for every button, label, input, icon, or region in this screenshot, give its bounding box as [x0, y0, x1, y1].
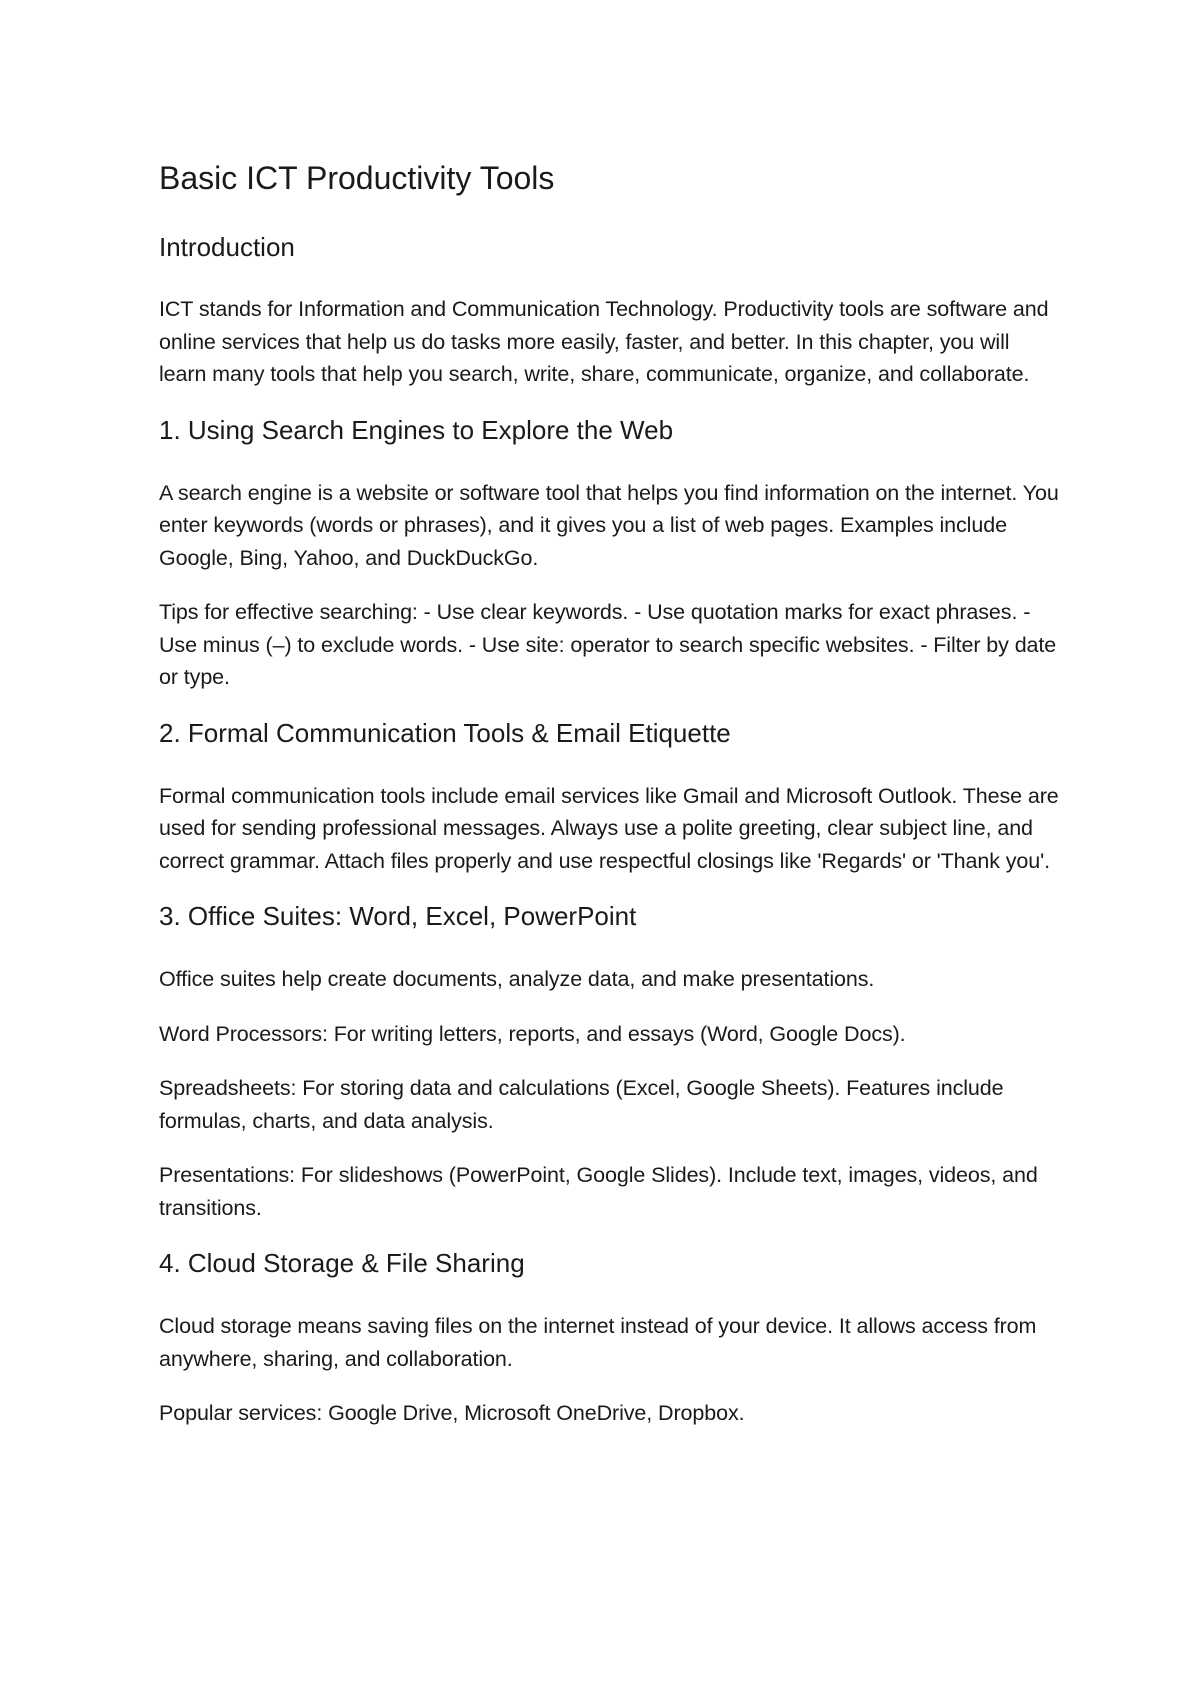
paragraph-search-engine-definition: A search engine is a website or software tool that helps you find information on the internet. You enter keywords (words or phrases), and it gives you a list of web pages. Examples include Google, Bing, Yahoo, and DuckDuckGo.: [159, 480, 1059, 570]
section-heading-introduction: Introduction: [159, 232, 295, 262]
section-heading-office-suites: 3. Office Suites: Word, Excel, PowerPoint: [159, 901, 637, 931]
paragraph-popular-services: Popular services: Google Drive, Microsoft OneDrive, Dropbox.: [159, 1401, 745, 1425]
paragraph-presentations: Presentations: For slideshows (PowerPoint, Google Slides). Include text, images, videos, and transitions.: [159, 1163, 1038, 1220]
paragraph-word-processors: Word Processors: For writing letters, reports, and essays (Word, Google Docs).: [159, 1021, 906, 1046]
section-heading-search-engines: 1. Using Search Engines to Explore the Web: [159, 414, 674, 445]
document-title: Basic ICT Productivity Tools: [159, 160, 555, 196]
paragraph-spreadsheets: Spreadsheets: For storing data and calculations (Excel, Google Sheets). Features include formulas, charts, and data analysis.: [159, 1076, 1004, 1133]
paragraph-introduction: ICT stands for Information and Communication Technology. Productivity tools are software and online services that help us do tasks more easily, faster, and better. In this chapter, you will learn many tools that help you search, write, share, communicate, organize, and collaborate.: [159, 297, 1049, 386]
paragraph-search-tips: Tips for effective searching: - Use clear keywords. - Use quotation marks for exact phrases. - Use minus (–) to exclude words. - Use site: operator to search specific websites. - Filter by date or type.: [159, 600, 1057, 689]
section-heading-cloud-storage: 4. Cloud Storage & File Sharing: [159, 1248, 525, 1278]
paragraph-cloud-storage-definition: Cloud storage means saving files on the internet instead of your device. It allows access from anywhere, sharing, and collaboration.: [159, 1314, 1037, 1371]
section-heading-formal-communication: 2. Formal Communication Tools & Email Etiquette: [159, 717, 731, 748]
paragraph-office-suites-intro: Office suites help create documents, analyze data, and make presentations.: [159, 967, 875, 991]
paragraph-email-etiquette: Formal communication tools include email services like Gmail and Microsoft Outlook. These are used for sending professional messages. Always use a polite greeting, clear subject line, and correct grammar. Attach files properly and use respectful closings like 'Regards' or 'Thank you'.: [159, 783, 1059, 873]
document-body: [159, 158, 1059, 1452]
